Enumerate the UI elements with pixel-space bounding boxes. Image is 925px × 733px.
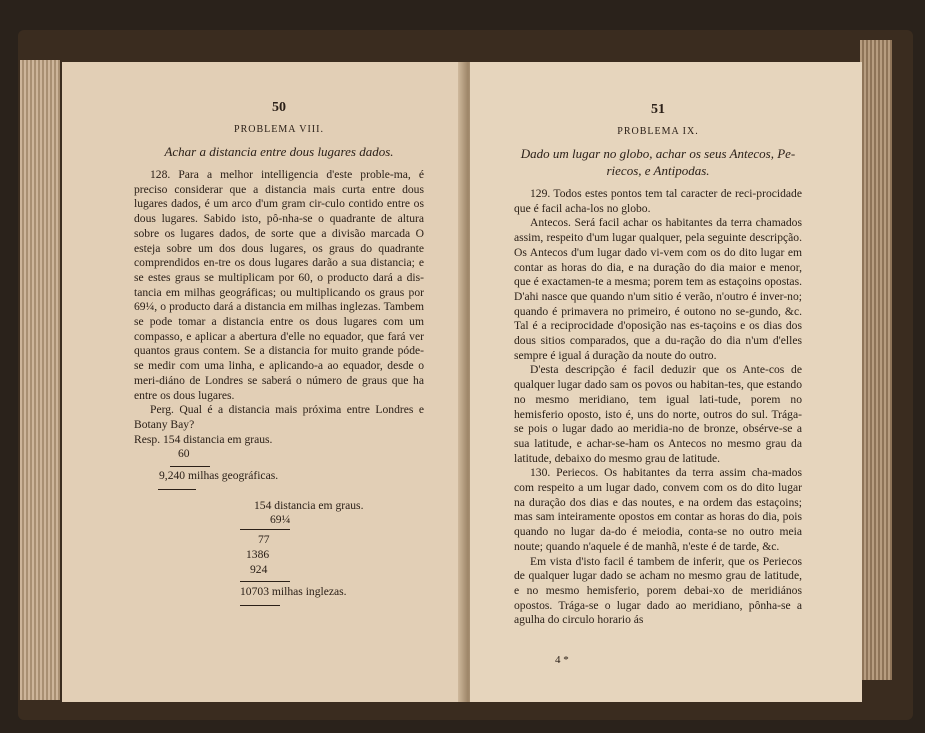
- calc-line: 1386: [246, 547, 270, 561]
- page-body: [514, 187, 802, 628]
- signature-mark: 4 *: [555, 654, 569, 666]
- problem-title: PROBLEMA VIII.: [234, 124, 324, 135]
- page-body: [134, 168, 424, 433]
- calc-line: 10703 milhas inglezas.: [240, 584, 347, 598]
- left-page: [62, 62, 464, 702]
- calc-line: 9,240 milhas geográficas.: [159, 468, 279, 482]
- page-number: 51: [651, 102, 665, 117]
- page-number: 50: [272, 100, 286, 115]
- calc-line: 69¼: [270, 512, 291, 526]
- problem-subtitle: Achar a distancia entre dous lugares dados.: [164, 144, 394, 159]
- problem-subtitle: Dado um lugar no globo, achar os seus Antecos, Pe-riecos, e Antipodas.: [520, 146, 796, 178]
- calc-line: 60: [178, 446, 190, 460]
- calc-line: 154 distancia em graus.: [254, 498, 364, 512]
- divider: [170, 466, 210, 467]
- right-page: [470, 62, 862, 702]
- paragraph: D'esta descripção é facil deduzir que os Ante-cos de qualquer lugar dado sam os povos ou habitan-tes, que estando no mesmo meridiano, tem igual lati-tude, porem no hemisferio oposto, isto é, uns do norte, outros do sul. Trága-se pois o lugar dado ao meridia-no de bronze, obsérve-se a sua latitude, e achar-se-ham os Antecos no mesmo grau da latitude, debaixo do mesmo grau de latitude.: [514, 363, 802, 465]
- paragraph: 130. Periecos. Os habitantes da terra assim cha-mados com respeito a um lugar dado, convem com os do dito lugar na duração dos dias e das noutes, e na ordem das estaçoins; mas sam inteiramente opostos em contar as horas do dia, pois quando no lugar da-do é meiodia, conta-se no outro meia noute; quando n'aquele é de manhã, n'este é de tarde, &c.: [514, 466, 802, 553]
- paragraph: Em vista d'isto facil é tambem de inferir, que os Periecos de qualquer lugar dado se acham no mesmo grau de latitude, e no mesmo hemisferio, porem debai-xo de meridiános opostos. Trága-se o lugar dado ao meridiano, pônha-se a agulha do circulo horario ás: [514, 554, 802, 627]
- divider: [158, 489, 196, 490]
- divider: [240, 529, 290, 530]
- calc-line: Resp. 154 distancia em graus.: [134, 432, 273, 446]
- page-edges-left: [20, 60, 60, 700]
- divider: [240, 581, 290, 582]
- calculation: [134, 433, 424, 623]
- paragraph: Perg. Qual é a distancia mais próxima entre Londres e Botany Bay?: [134, 403, 424, 431]
- paragraph: 128. Para a melhor intelligencia d'este proble-ma, é preciso considerar que a distancia mais curta entre dous lugares dados, é um arco d'um gram cir-culo contido entre os dous lugares. Sabido isto, pô-nha-se o quadrante de altura sobre os lugares dados, de sorte que a divisão marcada O esteja sobre um dos dous lugares, os graus do quadrante comprendidos en-tre os dous lugares darão a sua distancia; e se estes graus se multiplicam por 60, o producto dará a dis-tancia em milhas geográficas; ou multiplicando os graus por 69¼, o producto dará a distancia em milhas inglezas. Tambem se pode tomar a distancia entre os dous lugares com um compasso, e aplicar a abertura d'elle no equador, que fará ver quantos graus contem. Se a distancia for muito grande póde-se medir com uma linha, e aplicando-a ao equador, desde o meri-diáno de Londres se saberá o número de graus que ha entre os dous lugares.: [134, 168, 424, 402]
- paragraph: 129. Todos estes pontos tem tal caracter de reci-procidade que é facil acha-los no globo.: [514, 187, 802, 215]
- divider: [240, 605, 280, 606]
- calc-line: 77: [258, 532, 270, 546]
- problem-title: PROBLEMA IX.: [617, 126, 699, 137]
- paragraph: Antecos. Será facil achar os habitantes da terra chamados assim, respeito d'um lugar qualquer, pela seguinte descripção. Os Antecos d'um lugar dado vi-vem com os do dito lugar em contar as horas do dia, e na duração do dia maior e menor, que é exactamen-te a mesma; porem tem as estaçoins opostas. D'ahi nasce que quando n'um sitio é verão, n'outro é inver-no; quando é primavera no primeiro, é outono no se-gundo, &c. Tal é a reciprocidade d'oposição nas es-taçoins e os dias dos dous sitios comparados, que a du-ração do dia n'um d'elles sempre é igual á duração da noute do outro.: [514, 216, 802, 362]
- calc-line: 924: [250, 562, 268, 576]
- page-edges-right: [860, 40, 892, 680]
